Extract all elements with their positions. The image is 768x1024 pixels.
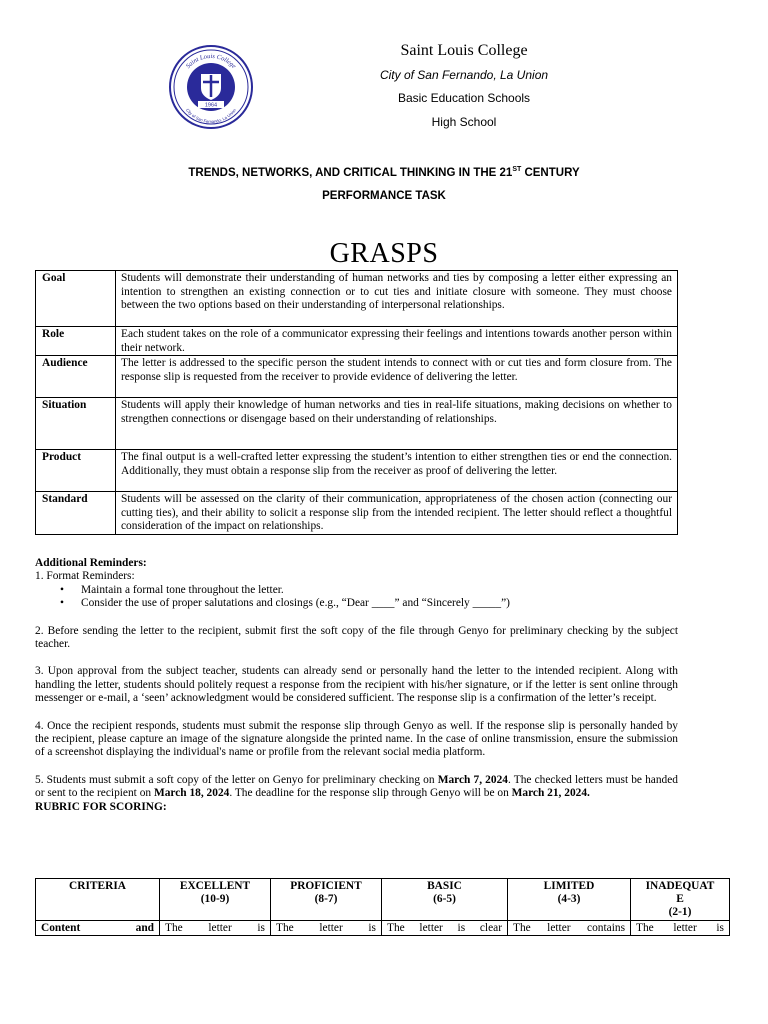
grasps-label: Standard	[36, 492, 116, 535]
grasps-row-situation	[36, 398, 678, 450]
grasps-label: Audience	[36, 356, 116, 398]
subject-title: TRENDS, NETWORKS, AND CRITICAL THINKING IN THE 21ST CENTURY	[188, 166, 580, 179]
rubric-header-proficient: PROFICIENT (8-7)	[271, 879, 382, 921]
table-cell: Content and	[36, 921, 160, 936]
table-row	[36, 921, 730, 936]
grasps-row-goal	[36, 271, 678, 327]
grasps-text: Each student takes on the role of a communicator expressing their feelings and intentions towards another person within their network.	[116, 327, 678, 356]
table-cell: The letter is	[631, 921, 730, 936]
rubric-header-limited: LIMITED (4-3)	[508, 879, 631, 921]
format-reminders-list	[35, 584, 678, 611]
additional-reminders	[35, 557, 678, 814]
table-cell: The letter contains	[508, 921, 631, 936]
grasps-row-standard	[36, 492, 678, 535]
grasps-row-audience	[36, 356, 678, 398]
list-item: • Maintain a formal tone throughout the letter.	[81, 584, 678, 597]
grasps-text: The final output is a well-crafted letter expressing the student’s intention to either strengthen ties or end the connection. Additionally, they must obtain a response slip from the receiver as proof of delivering the letter.	[116, 450, 678, 492]
college-name: Saint Louis College	[400, 42, 528, 59]
rubric-header-excellent: EXCELLENT (10-9)	[160, 879, 271, 921]
grasps-table	[35, 270, 678, 535]
rubric-table	[35, 878, 730, 936]
date-preliminary-check: March 7, 2024	[437, 773, 508, 786]
svg-text:1964: 1964	[204, 102, 218, 109]
grasps-text: Students will apply their knowledge of human networks and ties in real-life situations, making decisions on whether to strengthen connections or disengage based on their understanding of relationships.	[116, 398, 678, 450]
list-item: • Consider the use of proper salutations and closings (e.g., “Dear ____” and “Sincerely _____”)	[81, 597, 678, 610]
grasps-title: GRASPS	[329, 238, 439, 269]
grasps-label: Role	[36, 327, 116, 356]
grasps-text: Students will demonstrate their understanding of human networks and ties by composing a letter either expressing an intention to strengthen an existing connection or to cut ties and initiate closure with someone. They must choose between the two options based on their understanding of interpersonal relationships.	[116, 271, 678, 327]
date-send-letter: March 18, 2024	[153, 787, 230, 800]
rubric-header-basic: BASIC (6-5)	[382, 879, 508, 921]
date-deadline: March 21, 2024.	[511, 787, 590, 800]
grasps-row-role	[36, 327, 678, 356]
rubric-header-criteria: CRITERIA	[36, 879, 160, 921]
svg-text:Saint Louis College: Saint Louis College	[184, 52, 238, 71]
grasps-label: Situation	[36, 398, 116, 450]
rubric-header-inadequate: INADEQUAT E (2-1)	[631, 879, 730, 921]
svg-text:City of San Fernando, La Union: City of San Fernando, La Union	[184, 107, 238, 124]
table-cell: The letter is	[160, 921, 271, 936]
table-cell: The letter is clear	[382, 921, 508, 936]
reminder-item-1: 1. Format Reminders:	[35, 570, 135, 583]
table-cell: The letter is	[271, 921, 382, 936]
reminder-item-2: 2. Before sending the letter to the recipient, submit first the soft copy of the file through Genyo for preliminary checking by the subject teacher.	[35, 624, 678, 651]
reminder-item-4: 4. Once the recipient responds, students must submit the response slip through Genyo as well. If the response slip is personally handed by the recipient, please capture an image of the signature alongside the printed name. In the case of online transmission, ensure the submission of a screenshot displaying the individual's name or profile from the relevant social media platform.	[35, 719, 678, 759]
grasps-text: Students will be assessed on the clarity of their communication, appropriateness of the chosen action (connecting our cutting ties), and their ability to solicit a response slip from the intended recipient. The letter should reflect a thoughtful consideration of the impact on relationships.	[116, 492, 678, 535]
school-level: High School	[431, 115, 497, 129]
grasps-row-product	[36, 450, 678, 492]
college-city: City of San Fernando, La Union	[379, 68, 549, 82]
grasps-label: Product	[36, 450, 116, 492]
division-name: Basic Education Schools	[397, 91, 531, 105]
rubric-header-row	[36, 879, 730, 921]
performance-task-title: PERFORMANCE TASK	[322, 190, 446, 202]
reminder-item-5: 5. Students must submit a soft copy of the letter on Genyo for preliminary checking on March 7, 2024. The checked letters must be handed or sent to the recipient on March 18, 2024. The deadline for the response slip through Genyo will be on March 21, 2024.	[35, 773, 678, 800]
reminder-item-3: 3. Upon approval from the subject teacher, students can already send or personally hand the letter to the intended recipient. Along with handling the letter, students should politely request a response from the recipient with his/her signature, or if the letter is sent online through messenger or e-mail, a ‘seen’ acknowledgment would be considered sufficient. The response slip is a confirmation of the letter’s receipt.	[35, 665, 678, 705]
grasps-label: Goal	[36, 271, 116, 327]
rubric-heading: RUBRIC FOR SCORING:	[35, 800, 167, 813]
reminders-heading: Additional Reminders:	[35, 557, 147, 569]
grasps-text: The letter is addressed to the specific person the student intends to connect with or cut ties and form closure from. The response slip is requested from the receiver to provide evidence of delivering the letter.	[116, 356, 678, 398]
